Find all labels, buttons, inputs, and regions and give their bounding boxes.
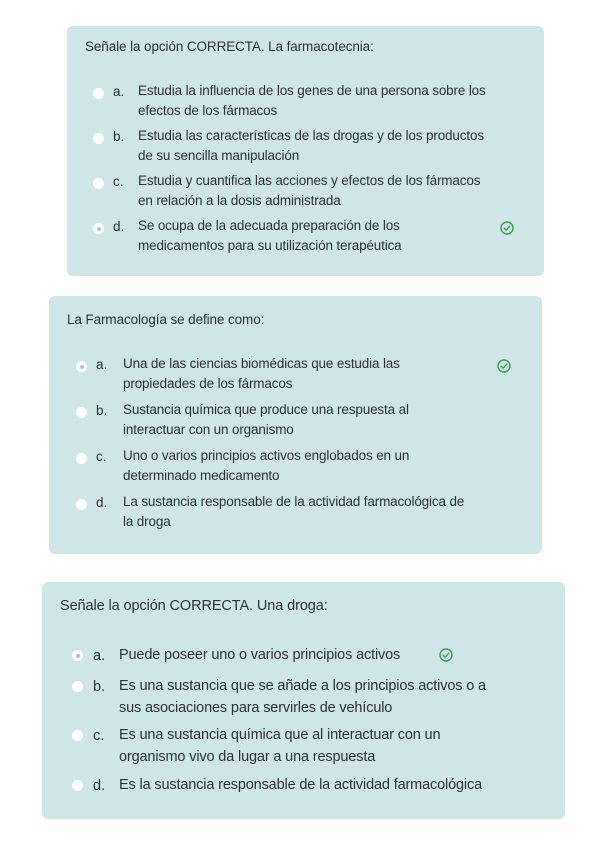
option-text-line1: Sustancia química que produce una respuesta al [123, 402, 409, 417]
radio-button[interactable] [93, 133, 104, 144]
option-letter: a. [93, 648, 106, 664]
option-text-line1: Uno o varios principios activos englobados en un [123, 448, 410, 463]
radio-button[interactable] [72, 681, 83, 692]
radio-button-selected[interactable] [72, 650, 83, 661]
option-letter: a. [113, 84, 125, 99]
option-letter: d. [113, 219, 125, 234]
option-text-line2: interactuar con un organismo [123, 422, 294, 437]
question-card-2 [49, 296, 542, 554]
option-text-line2: organismo vivo da lugar a una respuesta [119, 749, 376, 765]
option-text-line2: determinado medicamento [123, 468, 280, 483]
option-text-line2: en relación a la dosis administrada [138, 193, 341, 208]
option-letter: b. [113, 129, 125, 144]
radio-button-selected[interactable] [93, 223, 104, 234]
question-prompt: La Farmacología se define como: [67, 312, 265, 327]
option-text-line1: Estudia la influencia de los genes de una persona sobre los [138, 83, 486, 98]
option-letter: b. [93, 679, 106, 695]
check-circle-icon [500, 221, 514, 235]
option-text-line2: medicamentos para su utilización terapéutica [138, 238, 402, 253]
option-text-line2: la droga [123, 514, 171, 529]
option-text-line2: de su sencilla manipulación [138, 148, 300, 163]
radio-button[interactable] [76, 407, 87, 418]
option-letter: c. [93, 728, 105, 744]
option-text-line1: Estudia y cuantifica las acciones y efectos de los fármacos [138, 173, 481, 188]
radio-button[interactable] [76, 453, 87, 464]
question-prompt: Señale la opción CORRECTA. Una droga: [60, 598, 328, 614]
radio-button[interactable] [72, 780, 83, 791]
option-text-line1: Es una sustancia química que al interactuar con un [119, 727, 441, 743]
option-text-line1: Estudia las características de las drogas y de los productos [138, 128, 484, 143]
option-text-line1: Puede poseer uno o varios principios activos [119, 647, 401, 663]
option-text-line1: Es una sustancia que se añade a los principios activos o a [119, 678, 486, 694]
option-text-line1: Se ocupa de la adecuada preparación de los [138, 218, 400, 233]
radio-button[interactable] [93, 88, 104, 99]
radio-button[interactable] [72, 730, 83, 741]
check-circle-icon [439, 648, 453, 662]
radio-button-selected[interactable] [76, 361, 87, 372]
option-text-line2: sus asociaciones para servirles de vehículo [119, 700, 393, 716]
check-circle-icon [497, 359, 511, 373]
option-text-line1: Es la sustancia responsable de la actividad farmacológica [119, 777, 483, 793]
option-letter: c. [113, 174, 124, 189]
option-letter: c. [96, 449, 107, 464]
option-letter: d. [96, 495, 108, 510]
question-card-3 [42, 582, 565, 819]
option-letter: d. [93, 778, 106, 794]
option-text-line2: propiedades de los fármacos [123, 376, 293, 391]
option-letter: a. [96, 357, 108, 372]
option-text-line2: efectos de los fármacos [138, 103, 278, 118]
question-card-1 [67, 26, 544, 276]
radio-button[interactable] [76, 499, 87, 510]
option-letter: b. [96, 403, 108, 418]
option-text-line1: Una de las ciencias biomédicas que estudia las [123, 356, 400, 371]
option-text-line1: La sustancia responsable de la actividad farmacológica de [123, 494, 465, 509]
question-prompt: Señale la opción CORRECTA. La farmacotecnia: [85, 39, 374, 54]
radio-button[interactable] [93, 178, 104, 189]
